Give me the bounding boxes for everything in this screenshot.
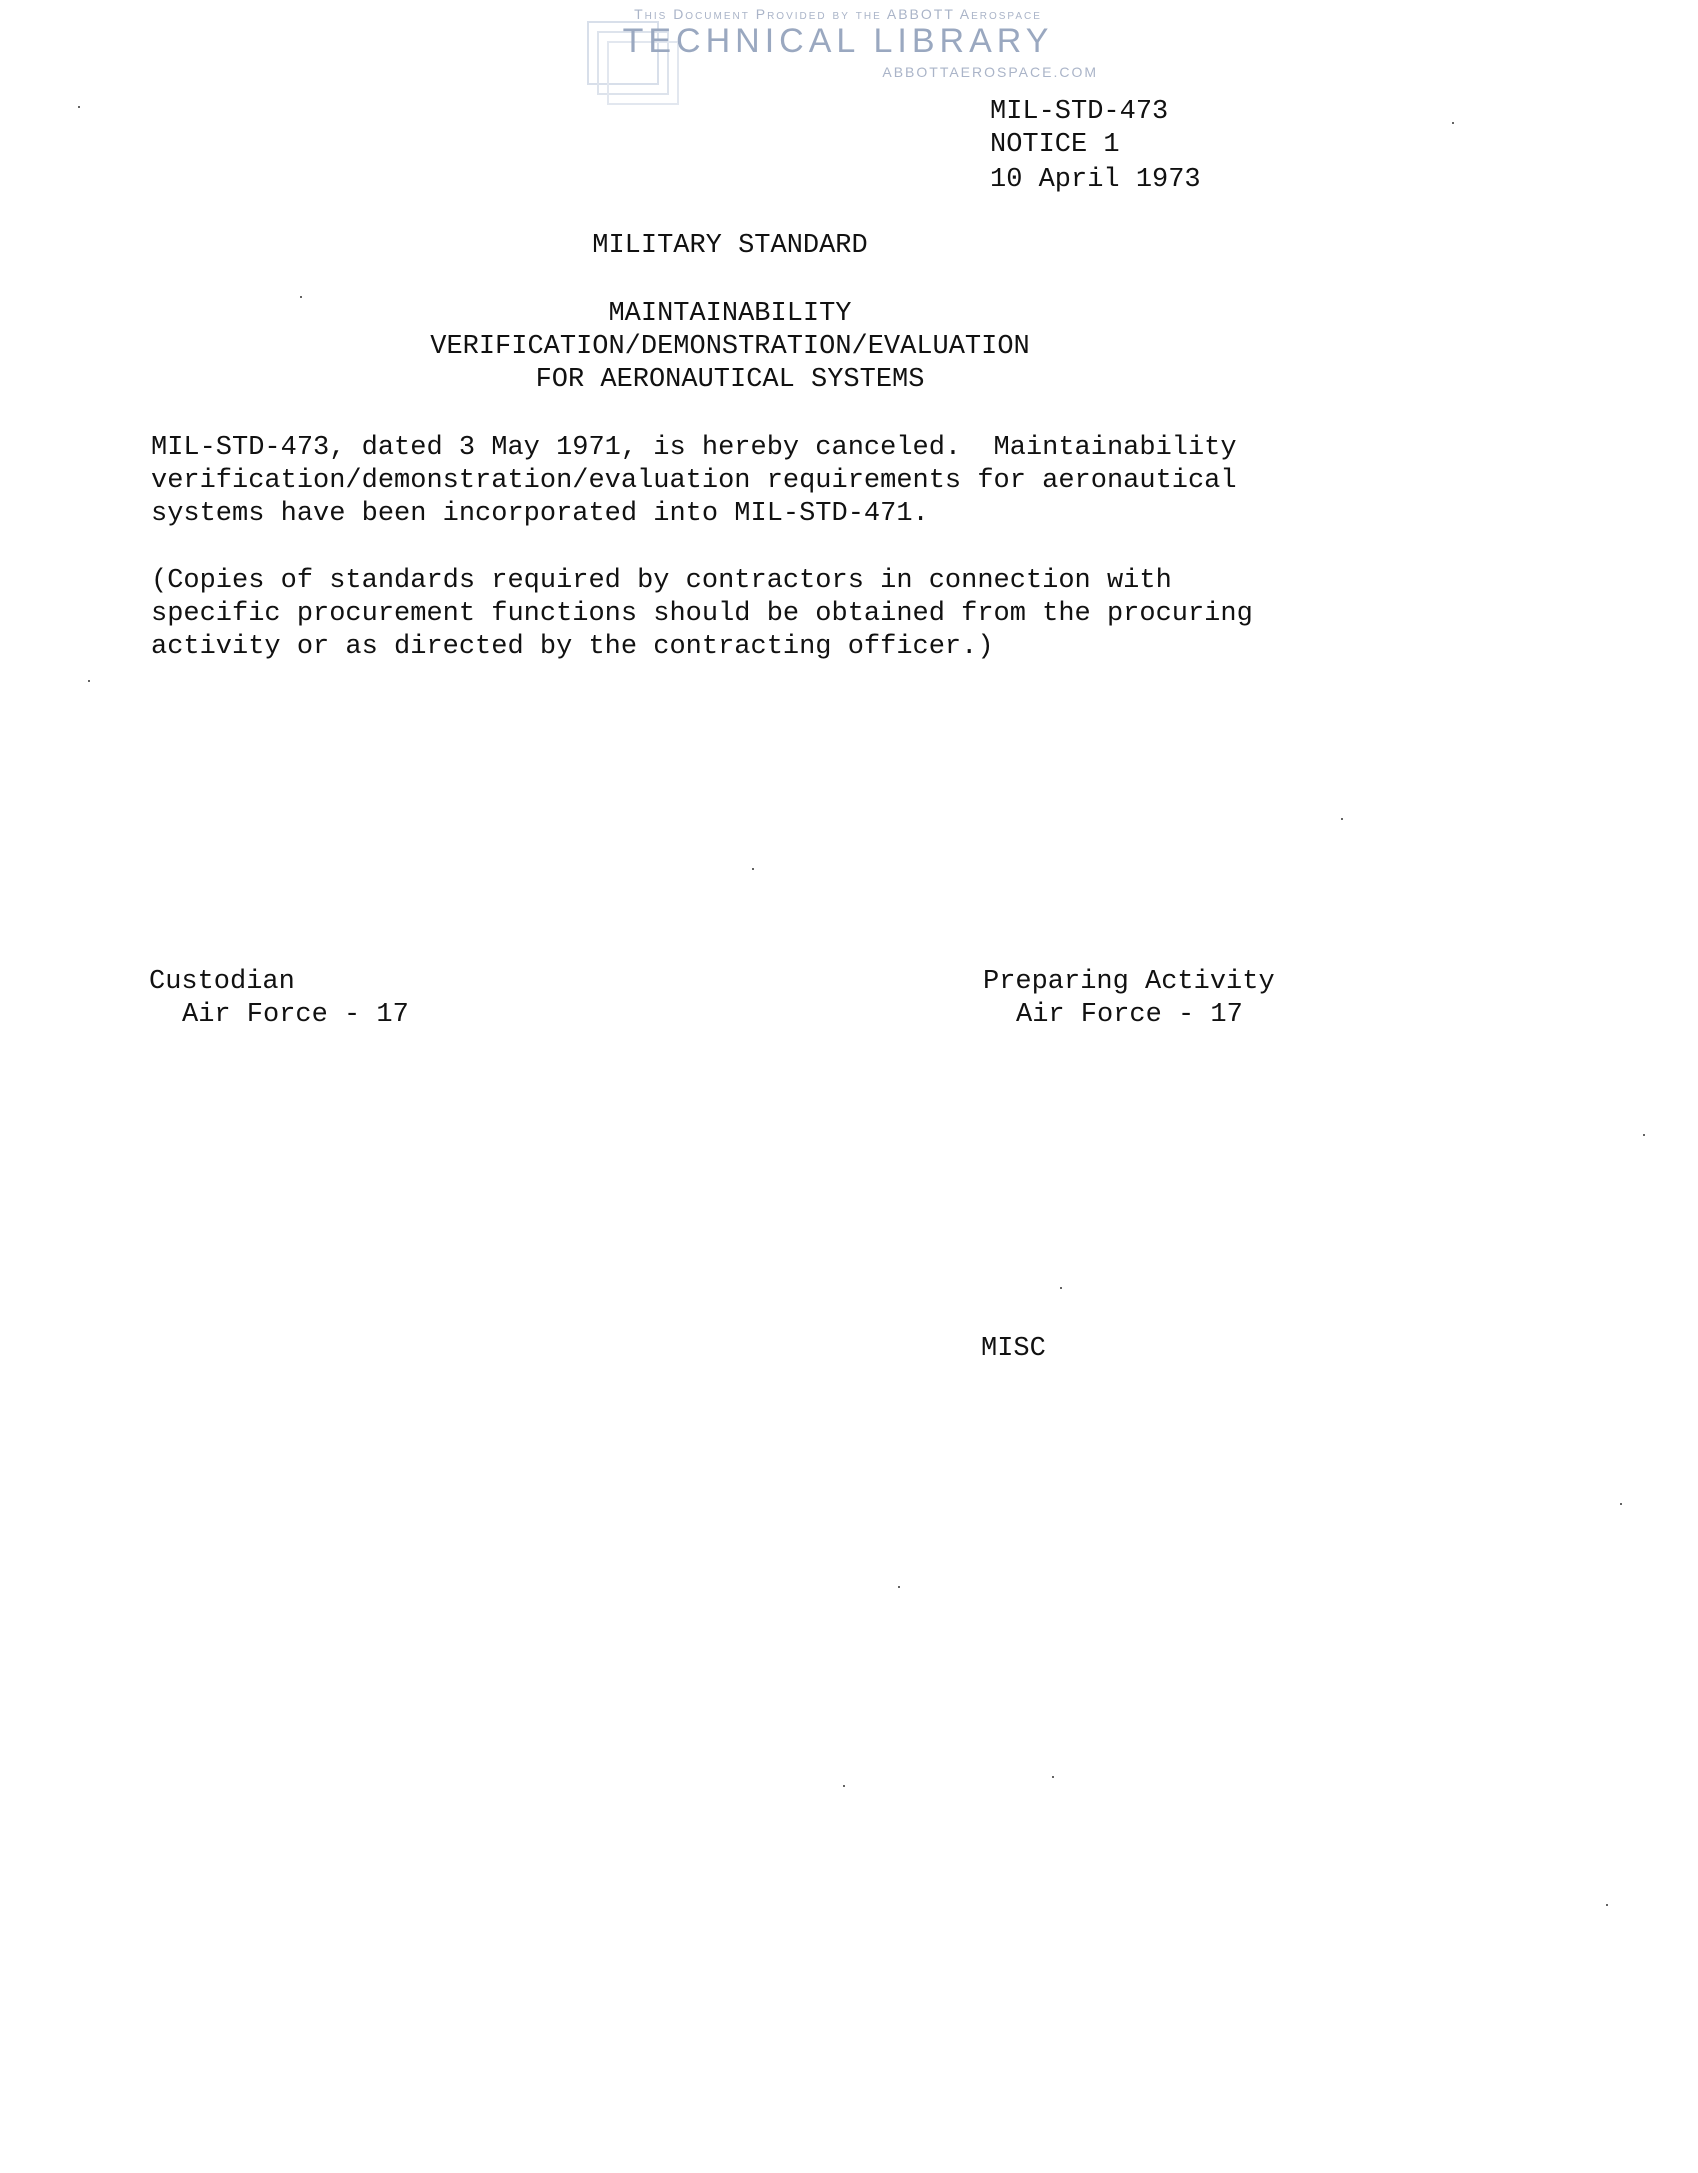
scan-speck: [1060, 1287, 1062, 1289]
paragraph-line: activity or as directed by the contracting officer.): [151, 632, 994, 662]
custodian-label: Custodian: [149, 967, 295, 997]
scan-speck: [88, 680, 90, 682]
paragraph-line: systems have been incorporated into MIL-STD-471.: [151, 499, 929, 529]
title-line-1: MAINTAINABILITY: [608, 299, 852, 329]
scan-speck: [1452, 122, 1454, 124]
scan-speck: [1606, 1904, 1608, 1906]
doc-number: MIL-STD-473: [990, 97, 1169, 127]
preparing-activity-value: Air Force - 17: [1016, 1000, 1243, 1030]
standard-category: MILITARY STANDARD: [592, 231, 868, 261]
notice-date: 10 April 1973: [990, 165, 1201, 195]
watermark-provided-by: This Document Provided by the ABBOTT Aerospace: [634, 6, 1042, 22]
paragraph-line: specific procurement functions should be obtained from the procuring: [151, 599, 1253, 629]
title-line-2: VERIFICATION/DEMONSTRATION/EVALUATION: [430, 332, 1030, 362]
scan-speck: [898, 1586, 900, 1588]
watermark-library-title: TECHNICAL LIBRARY: [622, 22, 1054, 60]
watermark: [578, 6, 1098, 106]
scan-speck: [300, 296, 302, 298]
paragraph-line: verification/demonstration/evaluation requirements for aeronautical: [151, 466, 1237, 496]
scan-speck: [1620, 1503, 1622, 1505]
scan-speck: [1341, 818, 1343, 820]
notice-number: NOTICE 1: [990, 130, 1120, 160]
scan-speck: [843, 1785, 845, 1787]
scan-speck: [78, 106, 80, 108]
misc-label: MISC: [981, 1334, 1046, 1364]
paragraph-line: (Copies of standards required by contractors in connection with: [151, 566, 1172, 596]
custodian-value: Air Force - 17: [182, 1000, 409, 1030]
watermark-website: ABBOTTAEROSPACE.COM: [882, 64, 1098, 80]
scan-speck: [1052, 1776, 1054, 1778]
scan-speck: [1643, 1134, 1645, 1136]
title-line-3: FOR AERONAUTICAL SYSTEMS: [535, 365, 925, 395]
preparing-activity-label: Preparing Activity: [983, 967, 1275, 997]
scan-speck: [752, 868, 754, 870]
paragraph-line: MIL-STD-473, dated 3 May 1971, is hereby canceled. Maintainability: [151, 433, 1237, 463]
